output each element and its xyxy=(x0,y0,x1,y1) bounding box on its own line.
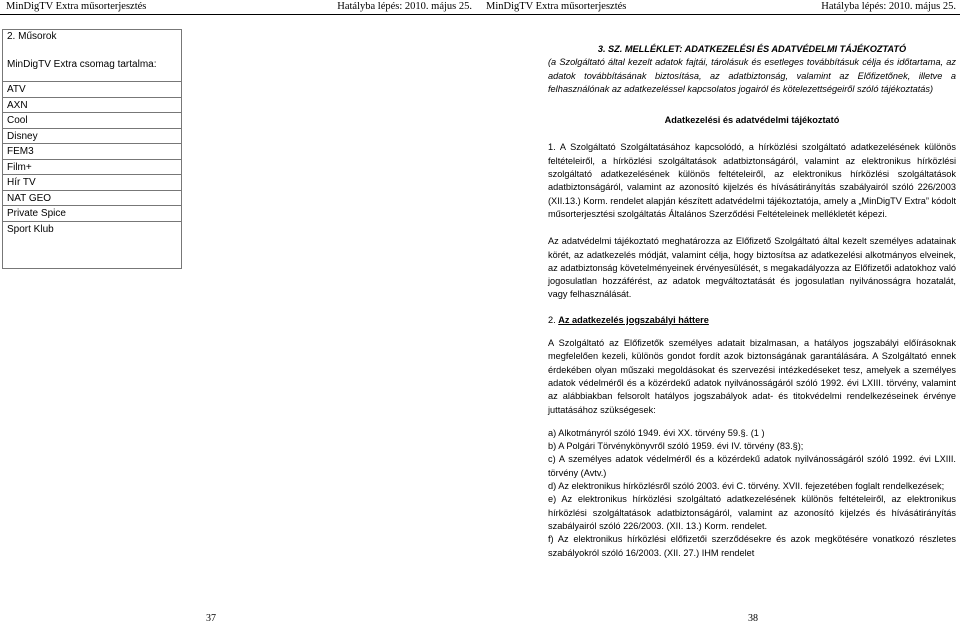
channel-item: Sport Klub xyxy=(3,221,181,237)
annex-subtitle: (a Szolgáltató által kezelt adatok fajtái, tárolásuk és esetleges továbbításuk célja és időtartama, az adatok továbbításának biztosítása, az adatbiztonság, valamint az Előfizetőnek, illetve a felhasználónak az adatkezeléssel kapcsolatos jogairól és kötelezettségeiről szóló tájékoztatás) xyxy=(548,57,956,94)
right-page-header xyxy=(480,0,960,14)
channel-item: ATV xyxy=(3,81,181,97)
privacy-heading: Adatkezelési és adatvédelmi tájékoztató xyxy=(664,115,840,126)
package-title: MinDigTV Extra csomag tartalma: xyxy=(7,59,157,70)
channel-item: FEM3 xyxy=(3,143,181,159)
channel-list xyxy=(3,81,181,236)
law-item-c: c) A személyes adatok védelméről és a közérdekű adatok nyilvánosságáról szóló 1992. évi LXIII. törvény (Avtv.) xyxy=(548,454,956,478)
section-2-heading xyxy=(548,314,956,327)
annex-title: 3. SZ. MELLÉKLET: ADATKEZELÉSI ÉS ADATVÉDELMI TÁJÉKOZTATÓ xyxy=(597,44,907,54)
section-2-number: 2. xyxy=(548,314,556,325)
left-page-header xyxy=(0,0,480,14)
section-title: 2. Műsorok xyxy=(7,31,57,42)
channel-list-box xyxy=(2,29,182,269)
left-page-number: 37 xyxy=(206,613,216,624)
law-item-a: a) Alkotmányról szóló 1949. évi XX. törvény 59.§. (1 ) xyxy=(548,427,765,438)
law-item-e: e) Az elektronikus hírközlési szolgáltató adatkezelésének különös feltételeiről, az elektronikus hírközlési szolgáltatások adatbiztonságáról, valamint az azonosító kijelzés és hívásátirányítás szabályairól szóló 226/2003. (XII. 13.) Korm. rendelet. xyxy=(548,494,956,531)
left-header-title: MinDigTV Extra műsorterjesztés xyxy=(6,1,147,12)
header-rule xyxy=(0,14,960,15)
channel-item: NAT GEO xyxy=(3,190,181,206)
law-item-d: d) Az elektronikus hírközlésről szóló 2003. évi C. törvény. XVII. fejezetében foglalt rendelkezések; xyxy=(548,481,945,492)
left-header-date: Hatályba lépés: 2010. május 25. xyxy=(337,1,472,12)
law-item-f: f) Az elektronikus hírközlési előfizetői szerződésekre és azok megkötésére vonatkozó részletes szabályokról szóló 16/2003. (XII. 27.) IHM rendelet xyxy=(548,534,956,558)
channel-item: AXN xyxy=(3,97,181,113)
section-2-title: Az adatkezelés jogszabályi háttere xyxy=(558,314,709,325)
paragraph-1: 1. A Szolgáltató Szolgáltatásához kapcsolódó, a hírközlési szolgáltató adatkezelésének különös feltételeiről, a hírközlési szolgáltatások adatbiztonságáról, valamint az elektronikus hírközlési szolgáltató adatkezelésének különös feltételeiről, az elektronikus hírközlési szolgáltatások adatbiztonságáról, valamint az azonosító kijelzés és hívásátirányítás szabályairól szóló 226/2003 (XII.13.) Korm. rendelet alapján készített adatvédelmi tájékoztatója, amely a „MinDigTV Extra” kódolt műsorterjesztési szolgáltatás Általános Szerződési Feltételeinek mellékletét képezi. xyxy=(548,142,957,219)
channel-item: Film+ xyxy=(3,159,181,175)
law-item-b: b) A Polgári Törvénykönyvről szóló 1959. évi IV. törvény (83.§); xyxy=(548,441,804,452)
channel-item: Private Spice xyxy=(3,205,181,221)
channel-item: Cool xyxy=(3,112,181,128)
channel-item: Disney xyxy=(3,128,181,144)
right-header-title: MinDigTV Extra műsorterjesztés xyxy=(486,1,627,12)
right-header-date: Hatályba lépés: 2010. május 25. xyxy=(821,1,956,12)
paragraph-2: Az adatvédelmi tájékoztató meghatározza az Előfizető Szolgáltató által kezelt személyes adatainak körét, az adatkezelés módját, valamint célja, hogy biztosítsa az adatkezelési alkotmányos elveinek, az adatbiztonság követelményeinek érvényesülését, s megakadályozza az Előfizetői adatokhoz való jogosulatlan hozzáférést, az adatok megváltoztatását és jogosulatlan nyilvánosságra hozatalát, vagy felhasználását. xyxy=(548,236,956,300)
annex-content xyxy=(548,43,956,560)
channel-item: Hír TV xyxy=(3,174,181,190)
right-page-number: 38 xyxy=(748,613,758,624)
paragraph-3: A Szolgáltató az Előfizetők személyes adatait bizalmasan, a hatályos jogszabályi előírásoknak megfelelően kezeli, különös gondot fordít azok biztonságának garantálására. A Szolgáltató ennek érdekében olyan műszaki megoldásokat és szervezési intézkedéseket tesz, amelyek a személyes adatok védelméről és a közérdekű adatok nyilvánosságáról szóló 1992. évi LXIII. törvény, valamint az alábbiakban felsorolt hatályos jogszabályok adat- és titokvédelmi rendelkezéseinek érvénye juttatásához szükségesek: xyxy=(548,338,956,415)
